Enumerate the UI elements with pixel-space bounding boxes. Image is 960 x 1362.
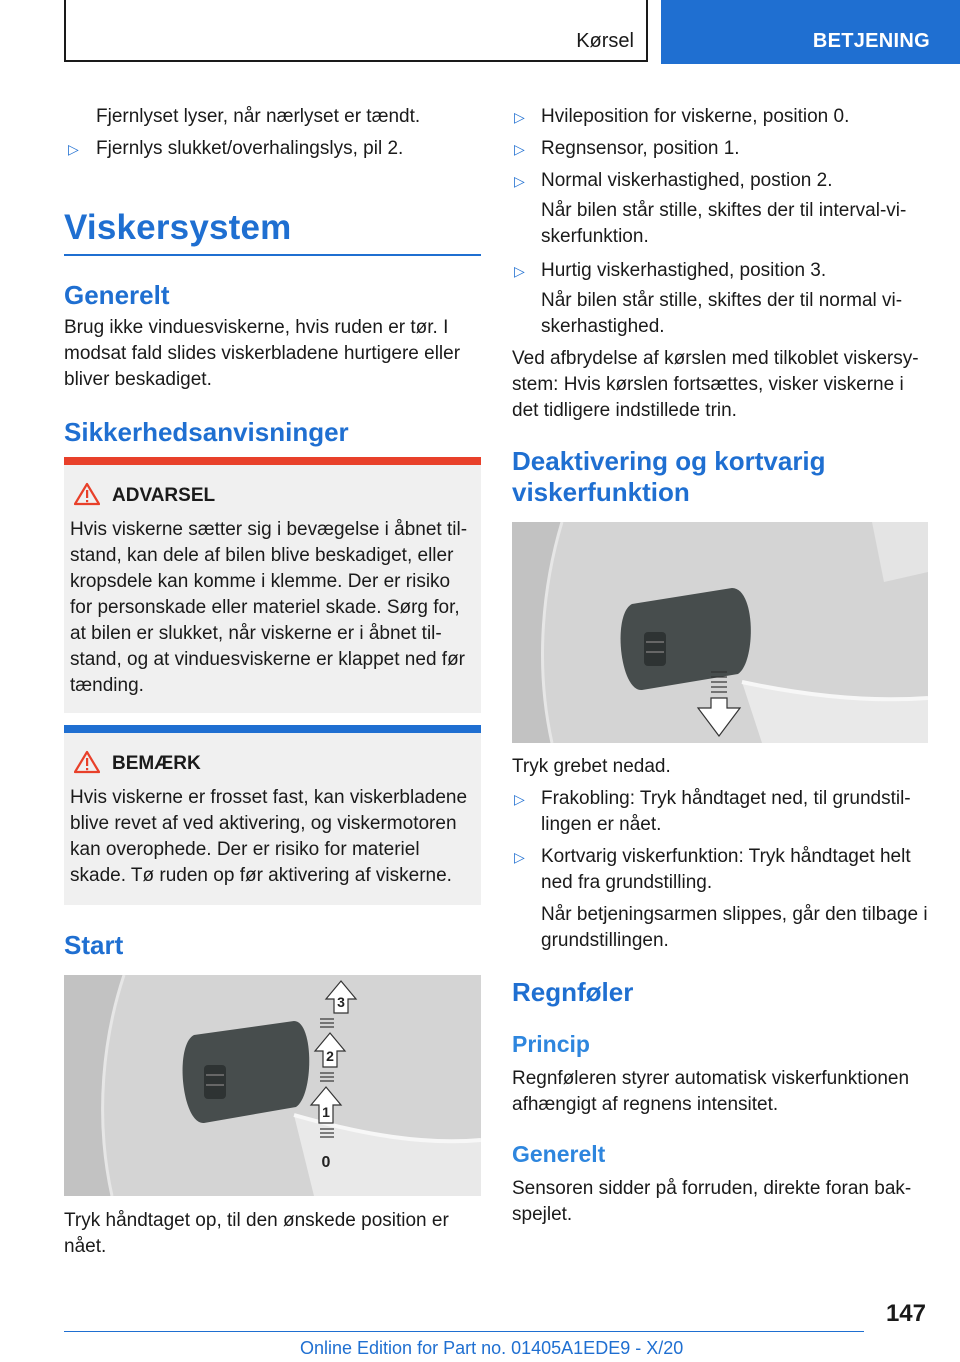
position-1-text: Regnsensor, position 1. xyxy=(541,138,740,159)
text-line: Regnføleren styrer automatisk viskerfunktionen xyxy=(512,1068,910,1089)
text-line: skerfunktion. xyxy=(541,226,649,247)
text-line: Hvis viskerne sætter sig i bevægelse i åbnet til- xyxy=(70,519,468,540)
title-rule xyxy=(64,254,481,256)
notice-box xyxy=(64,725,481,905)
section-heading-safety: Sikkerhedsanvisninger xyxy=(64,417,349,447)
text-line: modsat fald slides viskerbladene hurtigere eller xyxy=(64,343,461,364)
text-line: bliver beskadiget. xyxy=(64,369,212,390)
notice-title: BEMÆRK xyxy=(112,753,201,774)
general-text xyxy=(64,315,460,393)
text-line: skade. Tø ruden op før aktivering af viskerne. xyxy=(70,865,452,886)
section-heading-deactivation xyxy=(512,446,826,508)
warning-accent-bar xyxy=(64,457,481,465)
principle-text xyxy=(512,1066,909,1118)
text-line: tænding. xyxy=(70,675,144,696)
bullet-icon: ▷ xyxy=(514,141,525,157)
text-line: nået. xyxy=(64,1236,107,1257)
text-line: skerhastighed. xyxy=(541,316,665,337)
text-line: at bilen er slukket, når viskerne er i åbnet til- xyxy=(70,623,442,644)
section-heading-rain-sensor: Regnføler xyxy=(512,977,634,1007)
text-line: Når betjeningsarmen slippes, går den tilbage i xyxy=(541,904,928,925)
warning-triangle-icon xyxy=(74,482,100,506)
figure-label-1: 1 xyxy=(322,1104,330,1120)
section-heading-start: Start xyxy=(64,930,124,960)
general2-text xyxy=(512,1176,911,1228)
text-line: Kortvarig viskerfunktion: Tryk håndtaget helt xyxy=(541,846,911,867)
text-line: grundstillingen. xyxy=(541,930,669,951)
text-line: lingen er nået. xyxy=(541,814,662,835)
warning-box xyxy=(64,457,481,713)
header-chapter-label: BETJENING xyxy=(812,30,930,52)
position-2-text: Normal viskerhastighed, postion 2. xyxy=(541,170,833,191)
start-caption xyxy=(64,1208,449,1260)
bullet-icon: ▷ xyxy=(514,263,525,279)
subheading-general: Generelt xyxy=(512,1141,606,1167)
notice-accent-bar xyxy=(64,725,481,733)
text-line: stand, kan dele af bilen blive beskadiget, eller xyxy=(70,545,454,566)
footer-edition-text: Online Edition for Part no. 01405A1EDE9 - X/20 xyxy=(300,1338,684,1358)
bullet-icon: ▷ xyxy=(514,109,525,125)
wiper-lever-down-figure xyxy=(512,522,928,743)
position-0-text: Hvileposition for viskerne, position 0. xyxy=(541,106,850,127)
text-line: spejlet. xyxy=(512,1204,573,1225)
page-number: 147 xyxy=(885,1300,926,1327)
text-line: for personskade eller materiel skade. Sørg for, xyxy=(70,597,460,618)
figure-label-3: 3 xyxy=(337,994,345,1010)
text-line: Brug ikke vinduesviskerne, hvis ruden er tør. I xyxy=(64,317,449,338)
text-line: Sensoren sidder på forruden, direkte foran bak- xyxy=(512,1178,912,1199)
bullet-icon: ▷ xyxy=(514,849,525,865)
figure-label-0: 0 xyxy=(321,1154,331,1171)
notice-text xyxy=(70,785,480,889)
text-line: afhængigt af regnens intensitet. xyxy=(512,1094,779,1115)
figure-label-2: 2 xyxy=(326,1048,334,1064)
footer-rule xyxy=(64,1331,864,1332)
page-title: Viskersystem xyxy=(64,208,292,247)
notice-triangle-icon xyxy=(74,750,100,774)
deactivation-caption: Tryk grebet nedad. xyxy=(512,756,671,777)
text-line: det tidligere indstillede trin. xyxy=(512,400,737,421)
text-line: kan overophede. Der er risiko for materiel xyxy=(70,839,420,860)
subheading-principle: Princip xyxy=(512,1031,590,1057)
wiper-lever-illustration xyxy=(64,975,481,1196)
section-heading-general: Generelt xyxy=(64,280,170,310)
disconnect-bullet-text xyxy=(541,786,911,838)
wiper-lever-down-illustration xyxy=(512,522,928,743)
wiper-lever-up-figure xyxy=(64,975,481,1196)
position-3-note xyxy=(541,288,902,340)
brief-wipe-note xyxy=(541,902,928,954)
heading-line: Deaktivering og kortvarig xyxy=(512,446,826,476)
brief-wipe-bullet-text xyxy=(541,844,911,896)
header-chapter-tab xyxy=(661,0,960,64)
header-section-box xyxy=(64,0,648,62)
warning-text xyxy=(70,517,480,699)
text-line: stem: Hvis kørslen fortsættes, visker viskerne i xyxy=(512,374,904,395)
bullet-icon: ▷ xyxy=(68,141,79,157)
position-3-text: Hurtig viskerhastighed, position 3. xyxy=(541,260,827,281)
interrupt-text xyxy=(512,346,919,424)
text-line: ned fra grundstilling. xyxy=(541,872,713,893)
bullet-icon: ▷ xyxy=(514,791,525,807)
text-line: Hvis viskerne er frosset fast, kan viskerbladene xyxy=(70,787,468,808)
position-2-note xyxy=(541,198,906,250)
text-line: Ved afbrydelse af kørslen med tilkoblet viskersy- xyxy=(512,348,919,369)
text-line: Når bilen står stille, skiftes der til normal vi- xyxy=(541,290,903,311)
heading-line: viskerfunktion xyxy=(512,477,690,507)
intro-text: Fjernlyset lyser, når nærlyset er tændt. xyxy=(96,106,421,127)
intro-bullet-text: Fjernlys slukket/overhalingslys, pil 2. xyxy=(96,138,404,159)
warning-title: ADVARSEL xyxy=(112,485,216,506)
text-line: blive revet af ved aktivering, og viskermotoren xyxy=(70,813,457,834)
bullet-icon: ▷ xyxy=(514,173,525,189)
header-section-label: Kørsel xyxy=(576,30,634,52)
text-line: Frakobling: Tryk håndtaget ned, til grundstil- xyxy=(541,788,911,809)
text-line: kropsdele kan komme i klemme. Der er risiko xyxy=(70,571,451,592)
text-line: Tryk håndtaget op, til den ønskede position er xyxy=(64,1210,449,1231)
text-line: Når bilen står stille, skiftes der til interval-vi- xyxy=(541,200,907,221)
text-line: stand, og at vinduesviskerne er klappet ned før xyxy=(70,649,466,670)
